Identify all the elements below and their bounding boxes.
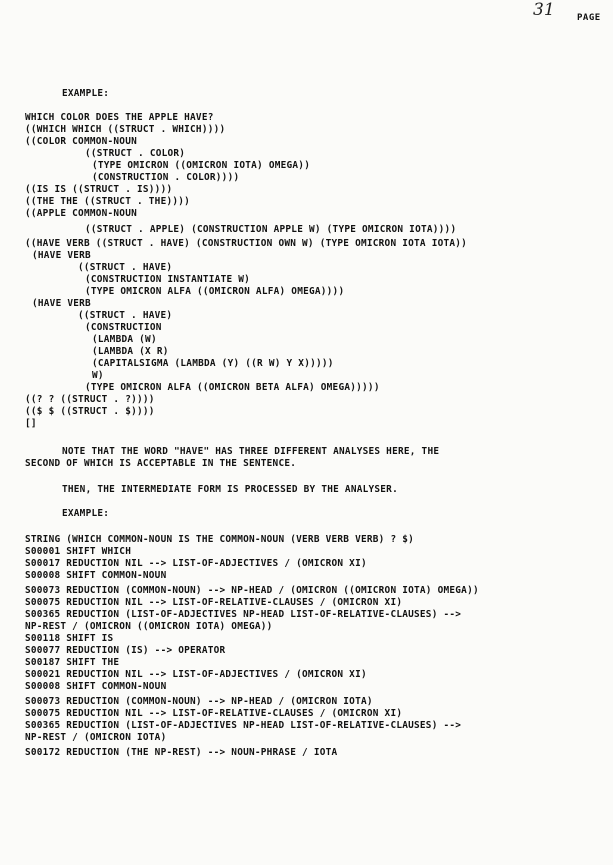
page-label: PAGE xyxy=(577,13,601,23)
text-line: S00365 REDUCTION (LIST-OF-ADJECTIVES NP-HEAD LIST-OF-RELATIVE-CLAUSES) --> xyxy=(25,609,462,620)
text-line: (CONSTRUCTION INSTANTIATE W) xyxy=(85,274,251,285)
text-line: ((COLOR COMMON-NOUN xyxy=(25,136,137,147)
text-line: (TYPE OMICRON ((OMICRON IOTA) OMEGA)) xyxy=(92,160,311,171)
text-line: S00001 SHIFT WHICH xyxy=(25,546,132,557)
text-line: S00008 SHIFT COMMON-NOUN xyxy=(25,681,167,692)
text-line: ((? ? ((STRUCT . ?)))) xyxy=(25,394,155,405)
text-line: ((STRUCT . HAVE) xyxy=(78,310,173,321)
text-line: (CAPITALSIGMA (LAMBDA (Y) ((R W) Y X))))) xyxy=(92,358,334,369)
text-line: SECOND OF WHICH IS ACCEPTABLE IN THE SENTENCE. xyxy=(25,458,297,469)
text-line: ((HAVE VERB ((STRUCT . HAVE) (CONSTRUCTION OWN W) (TYPE OMICRON IOTA IOTA)) xyxy=(25,238,468,249)
text-line: ((WHICH WHICH ((STRUCT . WHICH)))) xyxy=(25,124,226,135)
text-line: NOTE THAT THE WORD "HAVE" HAS THREE DIFFERENT ANALYSES HERE, THE xyxy=(62,446,440,457)
text-line: EXAMPLE: xyxy=(62,88,110,99)
text-line: EXAMPLE: xyxy=(62,508,110,519)
text-line: (LAMBDA (W) xyxy=(92,334,157,345)
text-line: (CONSTRUCTION . COLOR)))) xyxy=(92,172,240,183)
text-line: ((THE THE ((STRUCT . THE)))) xyxy=(25,196,191,207)
text-line: W) xyxy=(92,370,104,381)
page-number: 31 xyxy=(533,0,555,20)
text-line: S00073 REDUCTION (COMMON-NOUN) --> NP-HEAD / (OMICRON IOTA) xyxy=(25,696,373,707)
text-line: S00017 REDUCTION NIL --> LIST-OF-ADJECTIVES / (OMICRON XI) xyxy=(25,558,367,569)
text-line: (HAVE VERB xyxy=(32,298,91,309)
text-line: S00021 REDUCTION NIL --> LIST-OF-ADJECTIVES / (OMICRON XI) xyxy=(25,669,367,680)
text-line: S00077 REDUCTION (IS) --> OPERATOR xyxy=(25,645,226,656)
text-line: (HAVE VERB xyxy=(32,250,91,261)
text-line: S00172 REDUCTION (THE NP-REST) --> NOUN-PHRASE / IOTA xyxy=(25,747,338,758)
text-line: (TYPE OMICRON ALFA ((OMICRON BETA ALFA) OMEGA))))) xyxy=(85,382,380,393)
text-line: S00118 SHIFT IS xyxy=(25,633,114,644)
text-line: (TYPE OMICRON ALFA ((OMICRON ALFA) OMEGA)))) xyxy=(85,286,345,297)
text-line: ((APPLE COMMON-NOUN xyxy=(25,208,137,219)
text-line: S00008 SHIFT COMMON-NOUN xyxy=(25,570,167,581)
text-line: S00365 REDUCTION (LIST-OF-ADJECTIVES NP-HEAD LIST-OF-RELATIVE-CLAUSES) --> xyxy=(25,720,462,731)
text-line: NP-REST / (OMICRON ((OMICRON IOTA) OMEGA)) xyxy=(25,621,273,632)
text-line: WHICH COLOR DOES THE APPLE HAVE? xyxy=(25,112,214,123)
text-line: NP-REST / (OMICRON IOTA) xyxy=(25,732,167,743)
text-line: S00187 SHIFT THE xyxy=(25,657,120,668)
text-line: (($ $ ((STRUCT . $)))) xyxy=(25,406,155,417)
text-line: THEN, THE INTERMEDIATE FORM IS PROCESSED BY THE ANALYSER. xyxy=(62,484,398,495)
text-line: S00075 REDUCTION NIL --> LIST-OF-RELATIVE-CLAUSES / (OMICRON XI) xyxy=(25,597,403,608)
text-line: ((STRUCT . COLOR) xyxy=(85,148,186,159)
text-line: S00073 REDUCTION (COMMON-NOUN) --> NP-HEAD / (OMICRON ((OMICRON IOTA) OMEGA)) xyxy=(25,585,479,596)
text-line: S00075 REDUCTION NIL --> LIST-OF-RELATIVE-CLAUSES / (OMICRON XI) xyxy=(25,708,403,719)
text-line: (LAMBDA (X R) xyxy=(92,346,169,357)
text-line: ((IS IS ((STRUCT . IS)))) xyxy=(25,184,173,195)
text-line: [] xyxy=(25,418,37,429)
text-line: ((STRUCT . HAVE) xyxy=(78,262,173,273)
text-line: ((STRUCT . APPLE) (CONSTRUCTION APPLE W) (TYPE OMICRON IOTA)))) xyxy=(85,224,457,235)
text-line: STRING (WHICH COMMON-NOUN IS THE COMMON-NOUN (VERB VERB VERB) ? $) xyxy=(25,534,415,545)
text-line: (CONSTRUCTION xyxy=(85,322,162,333)
